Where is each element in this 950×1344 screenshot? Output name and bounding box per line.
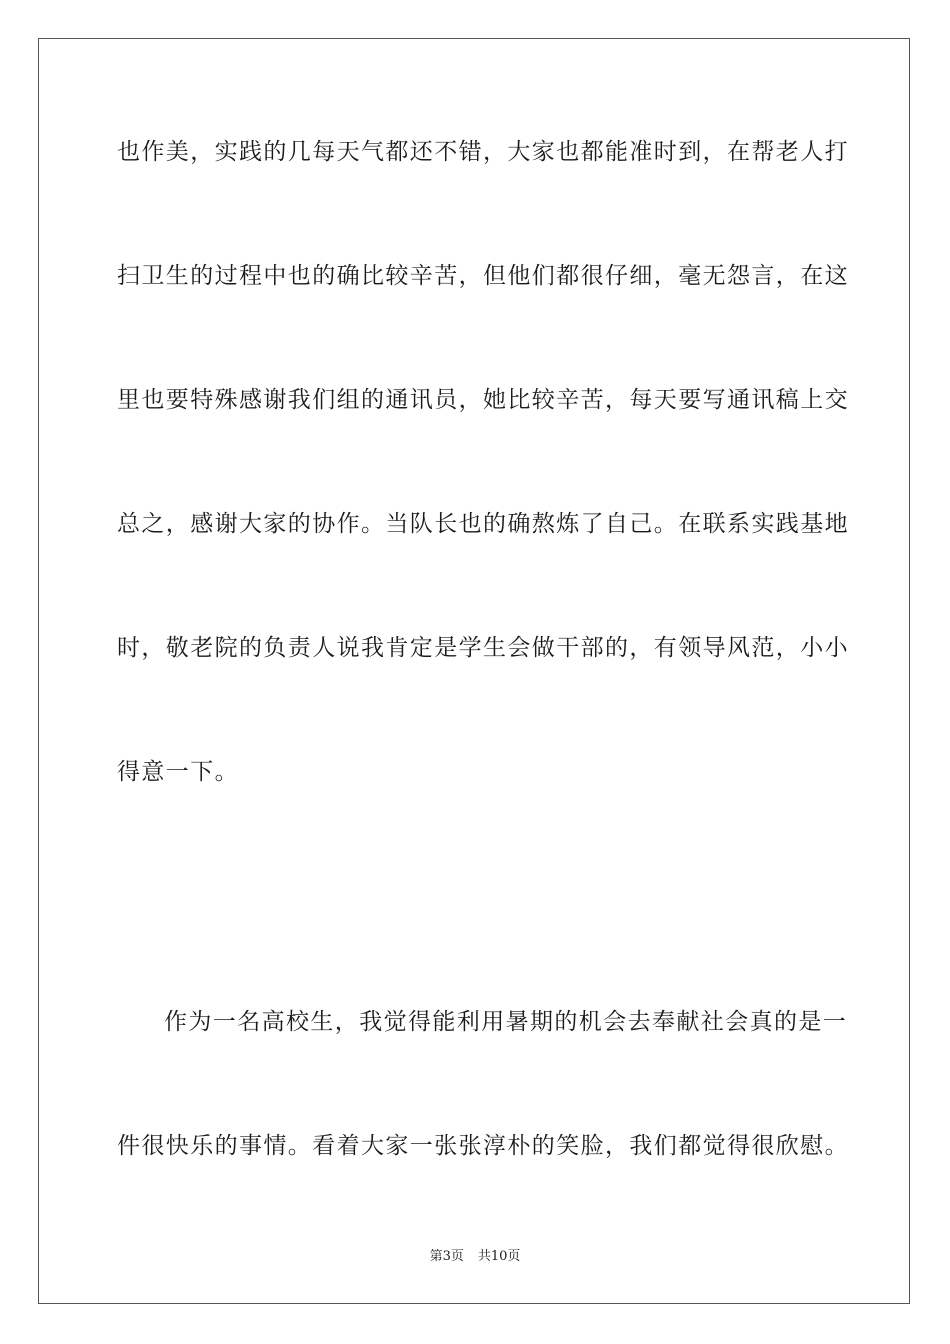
text-line: 总之，感谢大家的协作。当队长也的确熬炼了自己。在联系实践基地 [117, 511, 849, 537]
paragraph-first-line: 作为一名高校生，我觉得能利用暑期的机会去奉献社会真的是一 [164, 1009, 848, 1035]
text-line: 得意一下。 [117, 759, 239, 785]
text-line: 也作美，实践的几每天气都还不错，大家也都能准时到，在帮老人打 [117, 139, 849, 165]
page-frame [38, 38, 910, 1304]
text-line: 时，敬老院的负责人说我肯定是学生会做干部的，有领导风范，小小 [117, 635, 849, 661]
page-number: 第3页 [429, 1249, 464, 1264]
page-footer [0, 1248, 950, 1266]
text-line: 里也要特殊感谢我们组的通讯员，她比较辛苦，每天要写通讯稿上交 [117, 387, 849, 413]
page-total: 共10页 [477, 1249, 521, 1264]
text-line: 扫卫生的过程中也的确比较辛苦，但他们都很仔细，毫无怨言，在这 [117, 263, 849, 289]
text-line: 件很快乐的事情。看着大家一张张淳朴的笑脸，我们都觉得很欣慰。 [117, 1133, 849, 1159]
